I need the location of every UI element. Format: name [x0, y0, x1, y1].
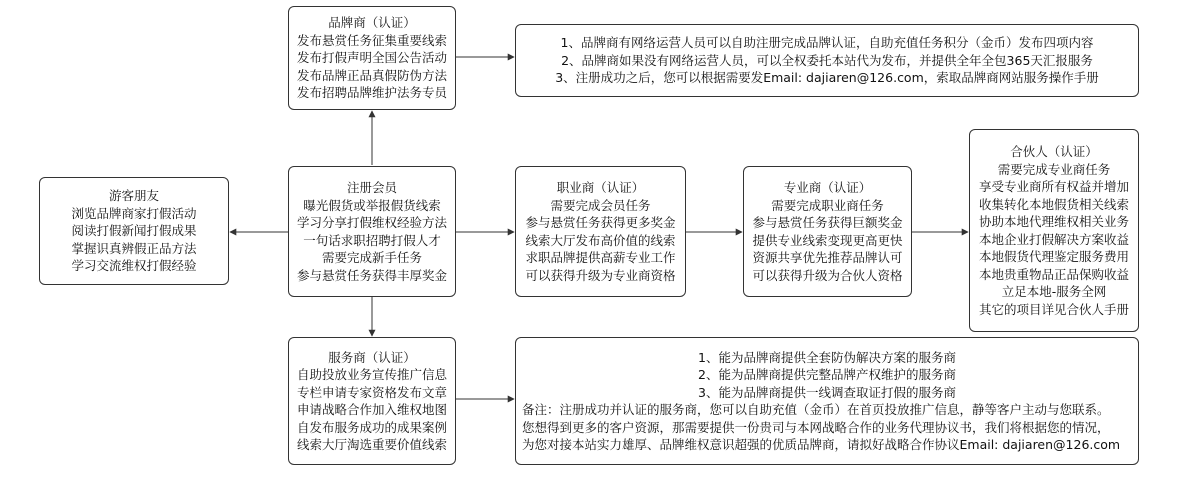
occupational-line: 需要完成会员任务 — [550, 197, 651, 213]
service-line: 自助投放业务宣传推广信息 — [296, 367, 447, 382]
visitor-line: 浏览品牌商家打假活动 — [71, 205, 197, 221]
occupational-line: 线索大厅发布高价值的线索 — [525, 232, 676, 248]
member-box — [288, 166, 456, 297]
brand-line: 发布招聘品牌维护法务专员 — [296, 85, 447, 101]
professional-line: 参与悬赏任务获得巨额奖金 — [752, 215, 903, 230]
visitor-title: 游客朋友 — [108, 188, 159, 204]
partner-title: 合伙人（认证） — [1010, 144, 1098, 159]
visitor-line: 阅读打假新闻打假成果 — [71, 223, 197, 239]
occupational-line: 求职品牌提供高薪专业工作 — [525, 250, 676, 265]
professional-line: 资源共享优先推荐品牌认可 — [752, 250, 903, 265]
service-line: 线索大厅淘选重要价值线索 — [296, 437, 447, 452]
brand-note-line: 2、品牌商如果没有网络运营人员，可以全权委托本站代为发布，并提供全年全包365天汇报服务 — [561, 52, 1093, 68]
partner-line: 享受专业商所有权益并增加 — [978, 179, 1129, 194]
partner-box — [969, 129, 1139, 332]
partner-line: 本地假货代理鉴定服务费用 — [978, 249, 1129, 264]
brand-line: 发布打假声明全国公告活动 — [296, 50, 447, 66]
member-line: 一句话求职招聘打假人才 — [303, 232, 441, 248]
visitor-box — [39, 177, 229, 285]
member-line: 需要完成新手任务 — [321, 250, 422, 265]
service-note-item: 2、能为品牌商提供完整品牌产权维护的服务商 — [698, 367, 956, 382]
professional-line: 可以获得升级为合伙人资格 — [752, 267, 903, 283]
service-line: 申请战略合作加入维权地图 — [296, 402, 447, 417]
service-title: 服务商（认证） — [328, 349, 416, 365]
brand-notes-box — [515, 24, 1139, 97]
service-line: 专栏申请专家资格发布文章 — [296, 384, 447, 400]
brand-line: 发布品牌正品真假防伪方法 — [296, 67, 447, 83]
member-title: 注册会员 — [346, 180, 397, 195]
professional-line: 需要完成职业商任务 — [771, 197, 884, 213]
professional-box — [743, 166, 912, 297]
service-remark-line: 为您对接本站实力雄厚、品牌维权意识超强的优质品牌商，请拟好战略合作协议Email: dajiaren@126.com — [522, 437, 1121, 452]
member-line: 参与悬赏任务获得丰厚奖金 — [296, 267, 447, 283]
member-line: 学习分享打假维权经验方法 — [296, 215, 447, 230]
service-note-item: 1、能为品牌商提供全套防伪解决方案的服务商 — [698, 349, 956, 365]
brand-note-line: 3、注册成功之后，您可以根据需要发Email: dajiaren@126.com，索取品牌商网站服务操作手册 — [555, 70, 1099, 86]
service-note-item: 3、能为品牌商提供一线调查取证打假的服务商 — [698, 384, 956, 400]
partner-line: 立足本地-服务全网 — [1001, 284, 1107, 299]
partner-line: 其它的项目详见合伙人手册 — [978, 301, 1129, 317]
member-line: 曝光假货或举报假货线索 — [303, 197, 441, 213]
service-notes-box — [515, 337, 1139, 465]
service-remark-line: 备注：注册成功并认证的服务商，您可以自助充值（金币）在首页投放推广信息，静等客户主动与您联系。 — [522, 402, 1110, 417]
occupational-line: 参与悬赏任务获得更多奖金 — [525, 215, 676, 230]
partner-line: 收集转化本地假货相关线索 — [978, 196, 1129, 212]
professional-title: 专业商（认证） — [783, 180, 872, 195]
visitor-line: 学习交流维权打假经验 — [71, 258, 197, 274]
occupational-box — [515, 166, 686, 297]
brand-line: 发布悬赏任务征集重要线索 — [296, 32, 447, 48]
brand-box — [288, 6, 456, 110]
brand-note-line: 1、品牌商有网络运营人员可以自助注册完成品牌认证，自助充值任务积分（金币）发布四项内容 — [560, 35, 1094, 51]
occupational-title: 职业商（认证） — [556, 180, 645, 195]
service-line: 自发布服务成功的成果案例 — [296, 419, 447, 435]
partner-line: 本地企业打假解决方案收益 — [978, 231, 1129, 247]
service-remark-line: 您想得到更多的客户资源，那需要提供一份贵司与本网战略合作的业务代理协议书，我们将根据您的情况， — [522, 419, 1110, 435]
occupational-line: 可以获得升级为专业商资格 — [525, 267, 676, 283]
partner-line: 本地贵重物品正品保购收益 — [978, 266, 1129, 282]
service-box — [288, 337, 456, 465]
professional-line: 提供专业线索变现更高更快 — [752, 232, 903, 248]
visitor-line: 掌握识真辨假正品方法 — [71, 240, 197, 256]
partner-line: 需要完成专业商任务 — [997, 161, 1111, 177]
partner-line: 协助本地代理维权相关业务 — [978, 214, 1129, 229]
brand-title: 品牌商（认证） — [328, 15, 416, 31]
